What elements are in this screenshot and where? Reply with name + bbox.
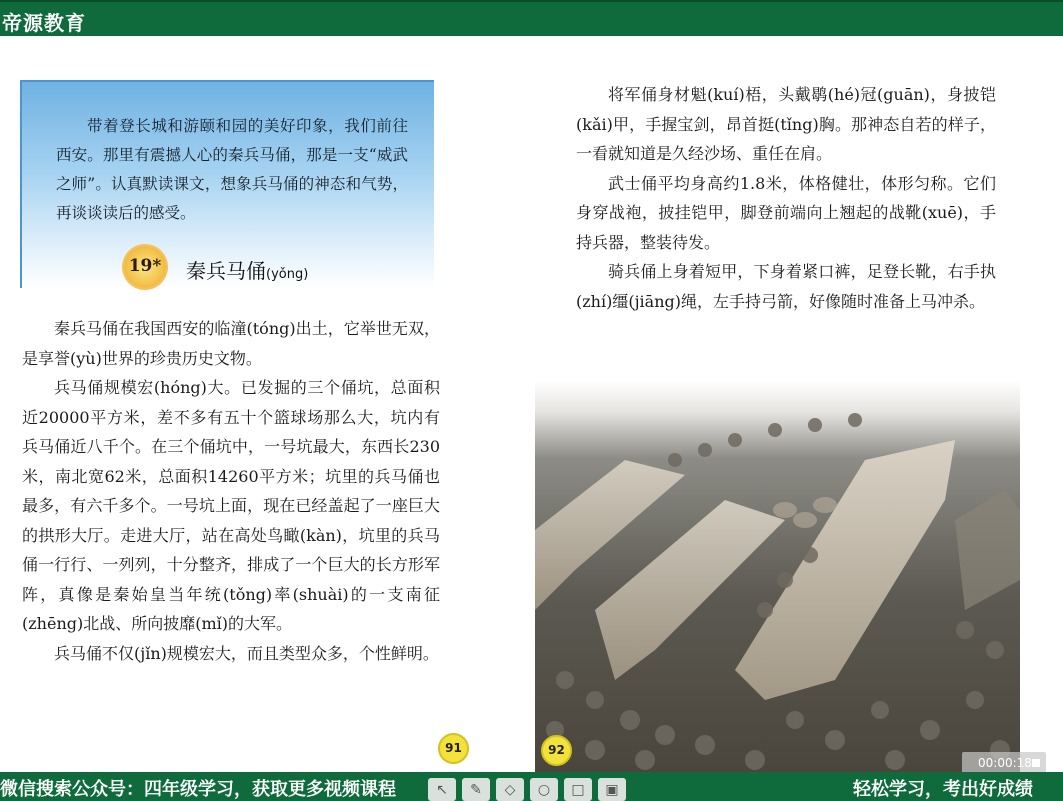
terracotta-army-illustration [535, 380, 1020, 772]
page-number-right: 92 [541, 735, 572, 766]
page-number-left: 91 [438, 733, 469, 764]
lesson-number: 19* [128, 256, 162, 276]
terracotta-army-photo [535, 380, 1020, 772]
lesson-number-badge [124, 246, 166, 288]
annotation-toolbar [428, 778, 626, 801]
right-paragraph: 武士俑平均身高约1.8米，体格健壮，体形匀称。它们身穿战袍，披挂铠甲，脚登前端向上翘起的战靴(xuē)，手持兵器，整装待发。 [576, 173, 996, 252]
left-paragraph: 兵马俑不仅(jǐn)规模宏大，而且类型众多，个性鲜明。 [54, 643, 439, 663]
screen-icon[interactable]: ▣ [598, 778, 626, 801]
footer-left-text: 微信搜索公众号：四年级学习，获取更多视频课程 [0, 779, 396, 800]
lesson-title-pinyin: (yǒng) [266, 267, 309, 282]
right-paragraph: 将军俑身材魁(kuí)梧，头戴鹖(hé)冠(guān)，身披铠(kǎi)甲，手握宝剑，昂首挺(tǐng)胸。那神态自若的样子，一看就知道是久经沙场、重任在肩。 [576, 85, 996, 163]
brand-title: 帝源教育 [2, 11, 86, 35]
lesson-title [186, 255, 308, 284]
top-banner [0, 0, 1063, 36]
search-icon[interactable]: ○ [530, 778, 558, 801]
lesson-title-text: 秦兵马俑 [186, 259, 266, 283]
right-column [576, 80, 996, 316]
left-column [22, 314, 440, 668]
recording-timer[interactable] [962, 752, 1046, 774]
pointer-icon[interactable]: ↖ [428, 778, 456, 801]
left-paragraph: 兵马俑规模宏(hóng)大。已发掘的三个俑坑，总面积近20000平方米，差不多有五十个篮球场那么大，坑内有兵马俑近八千个。在三个俑坑中，一号坑最大，东西长230米，南北宽62米，总面积14260平方米；坑里的兵马俑也最多，有六千多个。一号坑上面，现在已经盖起了一座巨大的拱形大厅。走进大厅，站在高处鸟瞰(kàn)，坑里的兵马俑一行行、一列列，十分整齐，排成了一个巨大的长方形军阵，真像是秦始皇当年统(tǒng)率(shuài)的一支南征(zhēng)北战、所向披靡(mǐ)的大军。 [22, 378, 440, 633]
eraser-icon[interactable]: ◇ [496, 778, 524, 801]
pen-icon[interactable]: ✎ [462, 778, 490, 801]
intro-text: 带着登长城和游颐和园的美好印象，我们前往西安。那里有震撼人心的秦兵马俑，那是一支“威武之师”。认真默读课文，想象兵马俑的神态和气势，再谈谈读后的感受。 [56, 117, 408, 222]
timer-text: 00:00:18 [978, 756, 1032, 770]
stop-icon[interactable] [1032, 759, 1040, 767]
right-paragraph: 骑兵俑上身着短甲，下身着紧口裤，足登长靴，右手执(zhí)缰(jiāng)绳，左手持弓箭，好像随时准备上马冲杀。 [576, 262, 996, 311]
left-paragraph: 秦兵马俑在我国西安的临潼(tóng)出土，它举世无双，是享誉(yù)世界的珍贵历史文物。 [22, 319, 440, 368]
rectangle-icon[interactable]: □ [564, 778, 592, 801]
footer-right-text: 轻松学习，考出好成绩 [853, 779, 1033, 800]
